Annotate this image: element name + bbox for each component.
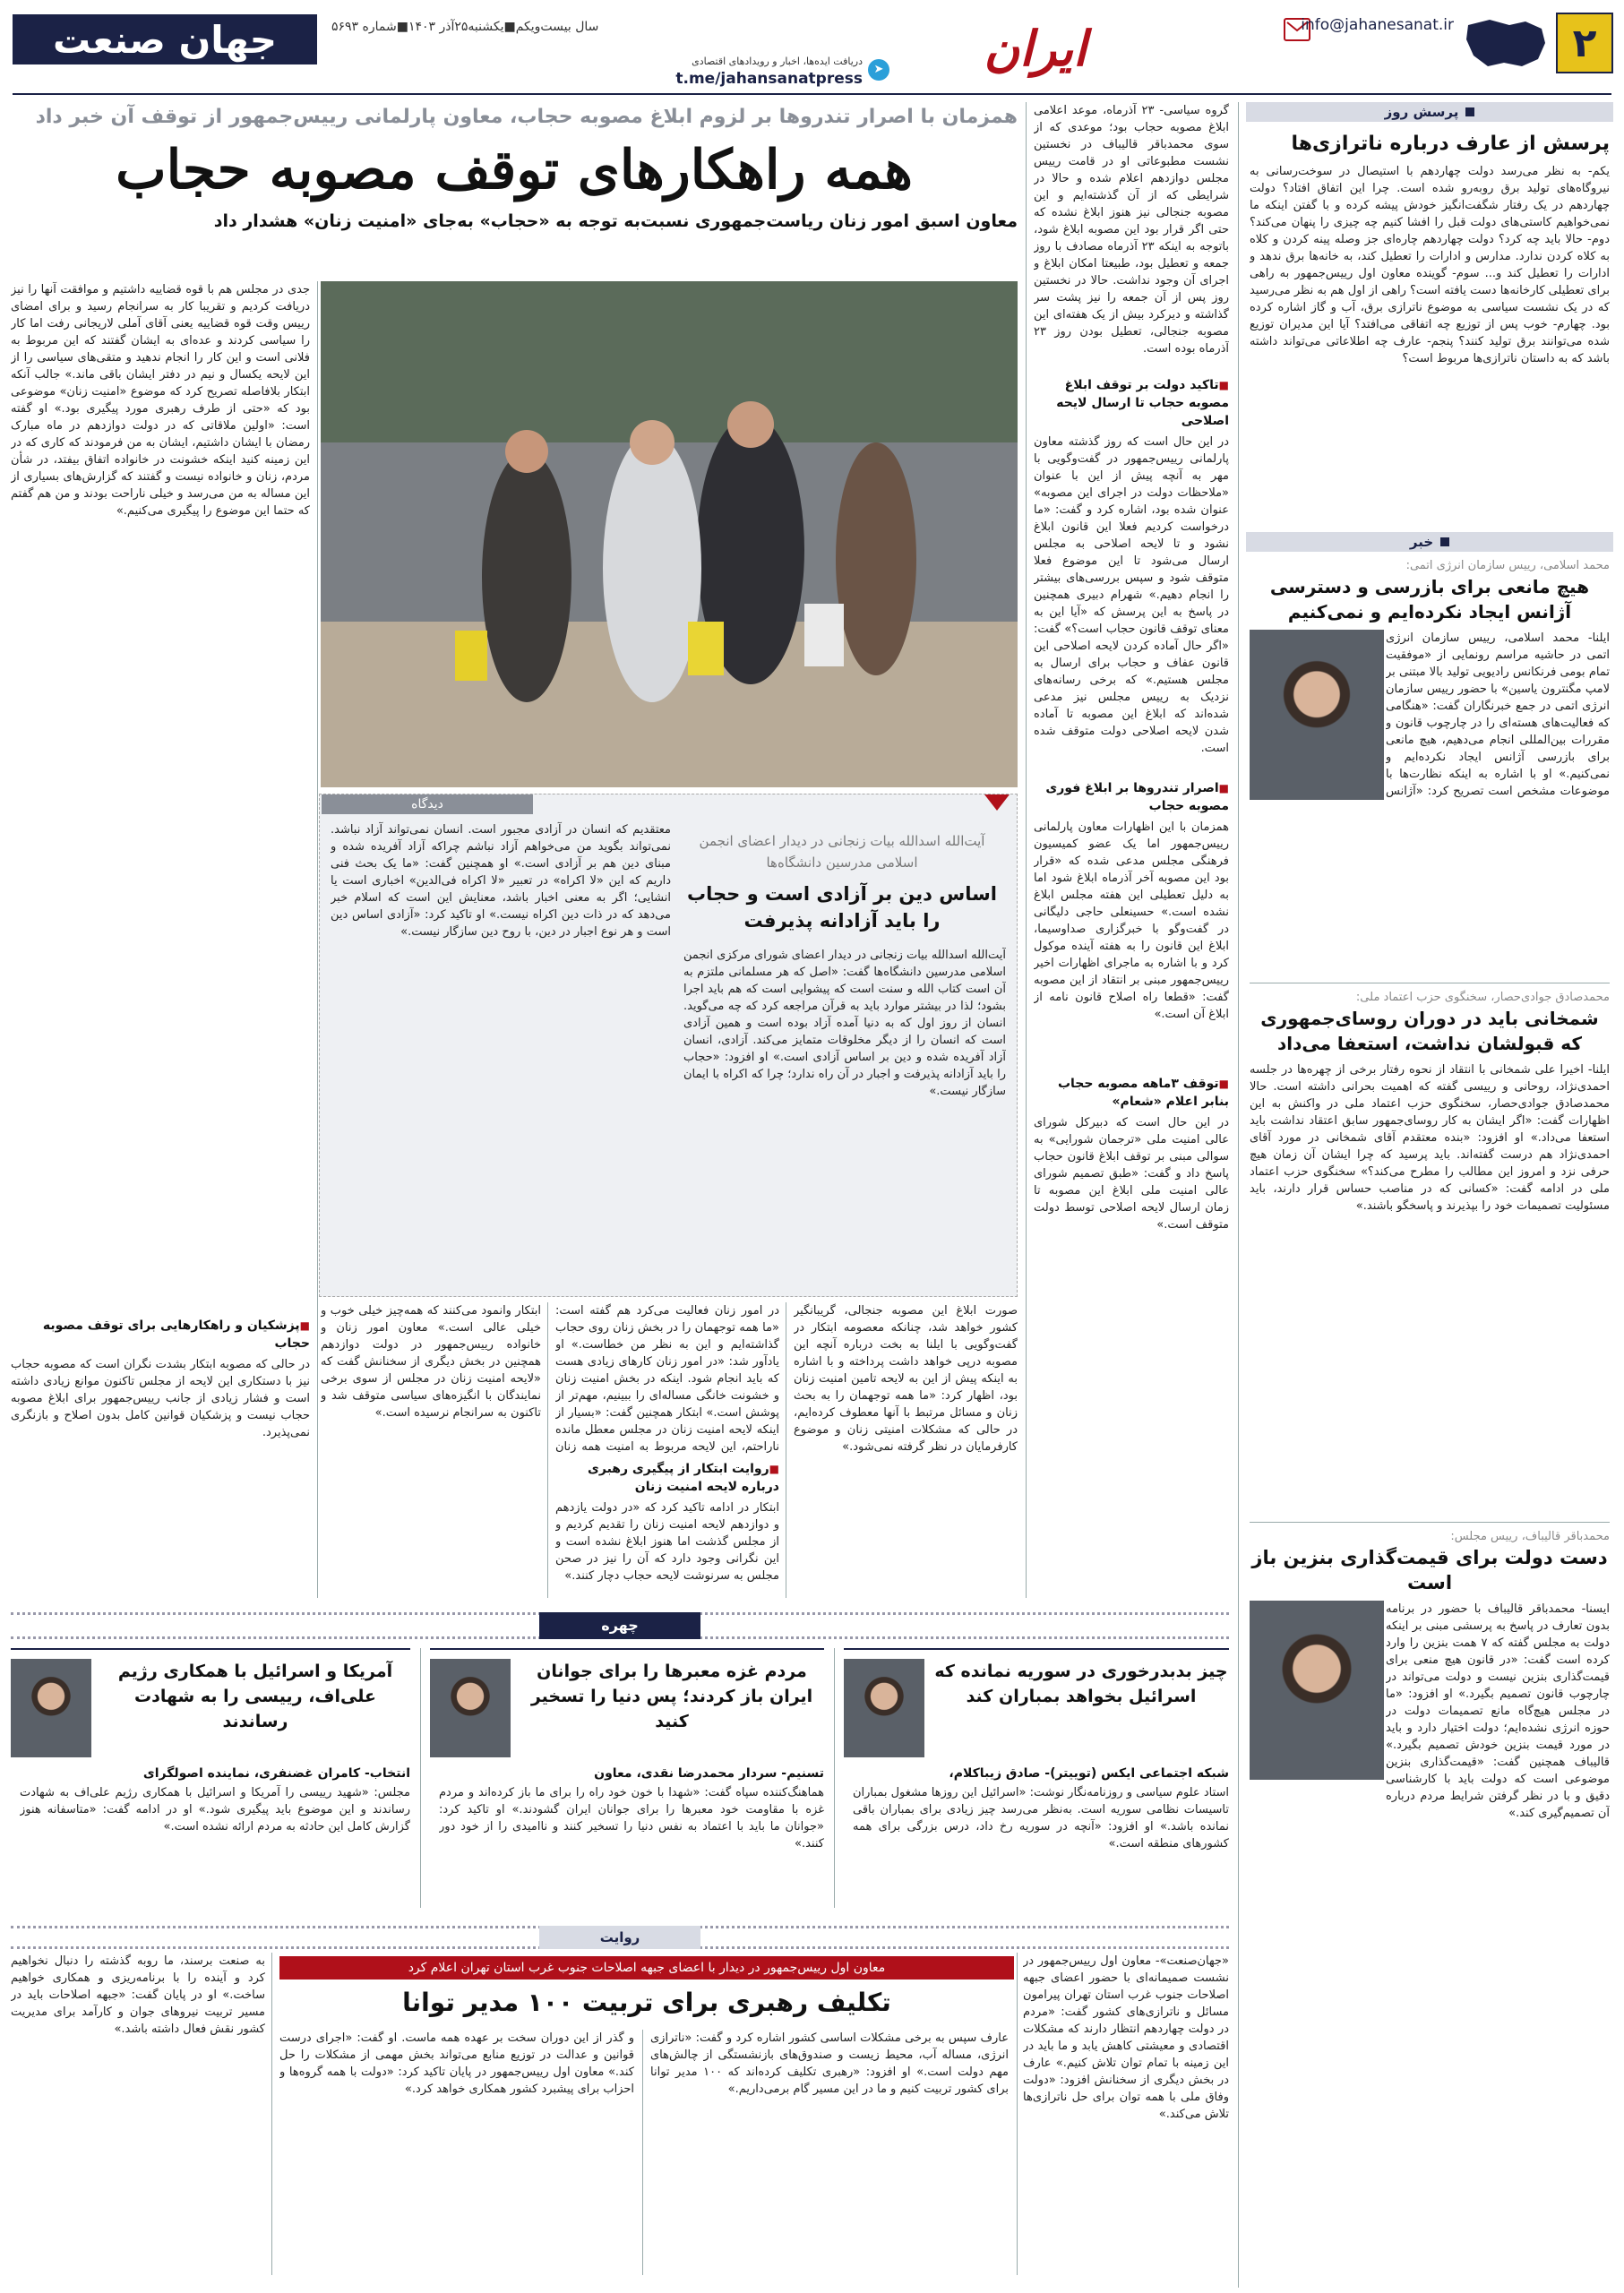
headline-subhead: معاون اسبق امور زنان ریاست‌جمهوری نسبت‌به توجه به «حجاب» به‌جای «امنیت زنان» هشدار داد <box>213 211 1018 231</box>
bottom-kicker: معاون اول رییس‌جمهور در دیدار با اعضای جبهه اصلاحات جنوب غرب استان تهران اعلام کرد <box>279 1956 1014 1980</box>
sidebar-section-news: خبر <box>1246 532 1613 552</box>
main-col1-body2: همزمان با این اظهارات معاون پارلمانی رییس‌جمهور اما یک عضو کمیسیون فرهنگی مجلس مدعی شده که «قرار بود این مصوبه آخر آذرماه ابلاغ شود اما به دلیل تعطیلی این هفته مجلس ابلاغ نشده است.» حسینعلی حاجی دلیگانی در گفت‌وگو با خبرگزاری صداوسیما، ابلاغ این قانون را به هفته آینده موکول کرد و با اشاره به ماجرای اظهارات اخیر رییس‌جمهور مبنی بر انتقاد از این مصوبه گفت: «قطعا راه اصلاح قانون نامه از ابلاغ آن است.» <box>1034 820 1229 1021</box>
main-col2-body2: در حالی که مصوبه ابتکار بشدت نگران است که مصوبه حجاب نیز با دستکاری این لایحه از مجلس تاکنون موانع زیادی داشته است و فشار زیادی از جانب رییس‌جمهور برای ابلاغ مصوبه حجاب نیست و پزشکیان قوانین کامل بدون اصلاح و بازنگری نمی‌پذیرد. <box>11 1358 310 1439</box>
news1-body-cont <box>1250 805 1610 975</box>
main-col1-sub3: ■ توقف ۳ماهه مصوبه حجاب بنابر اعلام «شعام» <box>1034 1075 1229 1111</box>
main-col1-lead: گروه سیاسی- ۲۳ آذرماه، موعد اعلامی ابلاغ مصوبه حجاب بود؛ موعدی که از سوی محمدباقر قالیباف در نخستین نشست مطبوعاتی او در قامت رییس مجلس دوازدهم اعلام شده و حالا در شرایطی که از آن گذشته‌ایم و این مصوبه جنجالی نیز هنوز ابلاغ نشده که حتی اگر قرار بود این مصوبه ابلاغ شود، باتوجه به اینکه ۲۳ آذرماه مصادف با روز جمعه و تعطیل بود، طبیعتا امکان ابلاغ و اجرای آن وجود نداشت. حالا در نخستین روز پس از آن جمعه را نیز پشت سر گذاشته و دیرکرد بیش از یک هفته‌ای این مصوبه جنجالی، تعطیل بودن روز ۲۳ آذرماه بوده است. <box>1034 104 1229 356</box>
telegram-block[interactable] <box>675 56 889 91</box>
opinion-body: آیت‌الله اسدالله بیات زنجانی در دیدار اعضای شورای مرکزی انجمن اسلامی مدرسین دانشگاه‌ها گفت: «اصل که هر مسلمانی ملتزم به آن است کتاب الله و سنت است که پیشوایی است که هم باید اجرا بشود؛ لذا در بیشتر موارد باید به قرآن مراجعه کرد که چه می‌گوید. انسان از روز اول که به دنیا آمده آزاد بوده است و همین آزادی است که انسان را از دیگر مخلوقات متمایز می‌کند. آزادی، انسان آزاد آفریده شده و دین بر اساس آزادی است.» او افزود: «حجاب را باید آزادانه پذیرفت و اجبار در آن راه ندارد؛ چرا که اکراه با ایمان سازگار نیست.» <box>683 949 1006 1098</box>
news1-kicker: محمد اسلامی، رییس سازمان انرژی اتمی: <box>1405 559 1610 572</box>
headline-kicker: همزمان با اصرار تندروها بر لزوم ابلاغ مصوبه حجاب، معاون پارلمانی رییس‌جمهور از توقف آن خبر داد <box>35 106 1018 128</box>
face2-source: تسنیم- سردار محمدرضا نقدی، معاون <box>594 1766 824 1781</box>
email-text[interactable]: info@jahanesanat.ir <box>1301 16 1454 34</box>
telegram-label: دریافت ایده‌ها، اخبار و رویدادهای اقتصادی <box>692 56 863 67</box>
face-card-1 <box>844 1648 1229 1910</box>
main-col1 <box>1034 102 1229 1598</box>
telegram-icon: ➤ <box>868 59 889 81</box>
page-header <box>0 0 1624 97</box>
iran-map-icon <box>1463 16 1549 70</box>
bottom-body3: و گذر از این دوران سخت بر عهده همه ماست. او گفت: «اجرای درست قوانین و عدالت در توزیع منابع می‌تواند بخش مهمی از مشکلات را حل کند.» معاون اول رییس‌جمهور در پایان تاکید کرد: «دولت با همه گروه‌ها و احزاب برای پیشبرد کشور همکاری خواهد کرد.» <box>279 2031 634 2096</box>
main-col5-body: صورت ابلاغ این مصوبه جنجالی، گریبانگیر کشور خواهد شد، چنانکه معصومه ابتکار در گفت‌وگویی با ایلنا به بخت درباره آنچه این مصوبه درپی خواهد داشت پرداخته و با اشاره به اینکه پیش از این به لایحه تامین امنیت زنان بود، اظهار کرد: «ما همه توجهمان را به بحث زنان و مسائل مرتبط با آنها معطوف کرده‌ایم، در حالی که مشکلات امنیتی زنان و موضوع کارفرمایان در نظر گرفته نمی‌شود.» <box>794 1304 1018 1454</box>
main-col1-body1: در این حال است که روز گذشته معاون پارلمانی رییس‌جمهور در گفت‌وگویی با مهر به آنچه پیش از این با عنوان «ملاحظات دولت در اجرای این مصوبه» عنوان شده بود، اشاره کرد و گفت: «ما درخواست کردیم فعلا این قانون ابلاغ نشود و تا لایحه اصلاحی به مجلس ارسال می‌شود تا این موضوع فعلا متوقف شود و سپس بررسی‌های بیشتر را انجام دهیم.» شهرام دبیری همچنین در پاسخ به این پرسش که «آیا این به معنای توقف قانون حجاب است؟» گفت: «اگر حال آماده کردن لایحه اصلاحی این قانون عفاف و حجاب برای ارسال به مجلس هستیم.» که برخی رسانه‌های نزدیک به رییس مجلس نیز مدعی شده‌اند که ابلاغ این مصوبه تا آماده شدن لایحه اصلاحی دولت متوقف شده است. <box>1034 435 1229 755</box>
main-col5-sub: ■ روایت ابتکار از پیگیری رهبری درباره لایحه امنیت زنان <box>555 1460 779 1496</box>
face1-title: چیز بدبدرخوری در سوریه نمانده که اسرائیل بخواهد بمباران کند <box>934 1662 1228 1706</box>
news1-body: ایلنا- محمد اسلامی، رییس سازمان انرژی اتمی در حاشیه مراسم رونمایی از «موفقیت تمام بومی فرنکانس رادیویی تولید بالا مبتنی بر لامپ مگنترون یاسین» با حضور رییس سازمان انرژی اتمی در جمع خبرنگاران گفت: «هنگامی که فعالیت‌های هسته‌ای را در چارچوب قانون و مقررات بین‌المللی انجام می‌دهیم، هیچ مانعی برای بازرسی آژانس ایجاد نکرده‌ایم و نمی‌کنیم.» او با اشاره به اینکه نظارت‌ها با موضوعات مشخص است تصریح کرد: «آژانس <box>1386 631 1610 798</box>
face1-body: استاد علوم سیاسی و روزنامه‌نگار نوشت: «اسرائیل این روزها مشغول بمباران تاسیسات نظامی سوریه است. به‌نظر می‌رسد چیز زیادی برای بمباران باقی نمانده باشد.» او افزود: «آنچه در سوریه رخ داد، درس بزرگی برای همه کشورهای منطقه است.» <box>853 1786 1229 1851</box>
faces-title-box: چهره <box>539 1612 700 1639</box>
face1-source: شبکه اجتماعی ایکس (توییتر)- صادق زیباکلام، <box>949 1766 1229 1781</box>
main-col6 <box>555 1302 779 1598</box>
main-col1-sub1: ■ تاکید دولت بر توقف ابلاغ مصوبه حجاب تا ارسال لایحه اصلاحی <box>1034 376 1229 430</box>
faces-header <box>11 1612 1229 1639</box>
main-col5-body2: ابتکار در ادامه تاکید کرد که «در دولت یازدهم و دوازدهم لایحه امنیت زنان را تقدیم کردیم و از مجلس گذشت اما هنوز ابلاغ نشده است و این نگرانی وجود دارد که آن را نیز در صحن مجلس به سرنوشت لایحه حجاب دچار کنند.» <box>555 1501 779 1583</box>
main-story <box>11 102 1229 1598</box>
main-col5 <box>794 1302 1018 1598</box>
main-col2 <box>11 281 310 1598</box>
page-number-box <box>1556 13 1613 73</box>
news3-title: دست دولت برای قیمت‌گذاری بنزین باز است <box>1251 1547 1608 1593</box>
section-title: ایران <box>984 20 1087 77</box>
sidebar-section-question: پرسش روز <box>1246 102 1613 122</box>
face2-title: مردم غزه معبرها را برای جوانان ایران باز کردند؛ پس دنیا را تسخیر کنید <box>530 1662 813 1731</box>
bottom-section <box>11 1926 1229 2284</box>
opinion-title: اساس دین بر آزادی است و حجاب را باید آزادانه پذیرفت <box>687 883 997 932</box>
masthead-text: جهان صنعت <box>52 17 278 62</box>
face-card-3 <box>11 1648 410 1910</box>
headline: همه راهکارهای توقف مصوبه حجاب <box>116 139 913 202</box>
ghalibaf-photo <box>1250 1601 1384 1780</box>
face-card-2 <box>430 1648 824 1910</box>
opinion-arrow-icon <box>984 794 1010 811</box>
masthead-logo <box>13 14 317 64</box>
bottom-title: تکلیف رهبری برای تربیت ۱۰۰ مدیر توانا <box>402 1988 891 2017</box>
main-col1-sub2: ■ اصرار تندروها بر ابلاغ فوری مصوبه حجاب <box>1034 779 1229 815</box>
sidebar <box>1246 102 1613 2288</box>
question-title: پرسش از عارف درباره ناترازی‌ها <box>1291 133 1610 155</box>
opinion-body2: معتقدیم که انسان در آزادی مجبور است. انسان نمی‌تواند آزاد نباشد. نمی‌تواند بگوید من می‌خواهم آزاد نباشم چراکه آزاد آفریده شده و مبنای دین هم بر آزادی است.» او همچنین گفت: «ما یک بحث فنی داریم که این «لا اکراه» در تعبیر «لا اکراه فی‌الدین» اخباری است یا انشایی؛ اگر به معنی اخبار باشد، معنایش این است که اسلام خبر می‌دهد که در ذات دین اکراه نیست.» او تاکید کرد: «آزادی اساس دین است و هر نوع اجبار در دین، با روح دین سازگار نیست.» <box>331 823 671 939</box>
issue-line: سال بیست‌ویکم■یکشنبه۲۵آذر ۱۴۰۳■شماره ۵۶۹۳ <box>331 20 599 34</box>
opinion-kicker: آیت‌الله اسدالله بیات زنجانی در دیدار اعضای انجمن اسلامی مدرسین دانشگاه‌ها <box>699 833 985 871</box>
main-col7-body: ابتکار وانمود می‌کنند که همه‌چیز خیلی خوب و خیلی عالی است.» معاون امور زنان و خانواده رییس‌جمهور در دولت دوازدهم همچنین در بخش دیگری از سخنانش گفت که «لایحه امنیت زنان در مجلس از سوی برخی نمایندگان با انگیزه‌های سیاسی متوقف شد و تاکنون به سرانجام نرسیده است.» <box>321 1304 541 1420</box>
main-col7 <box>321 1302 541 1598</box>
opinion-box <box>319 794 1018 1297</box>
naghdi-photo <box>430 1659 511 1757</box>
zibakalam-photo <box>844 1659 924 1757</box>
news1-title: هیچ مانعی برای بازرسی و دسترسی آژانس ایجاد نکرده‌ایم و نمی‌کنیم <box>1269 576 1590 623</box>
bottom-title-box: روایت <box>539 1926 700 1949</box>
main-col1-body3: در این حال است که دبیرکل شورای عالی امنیت ملی «ترجمان شورایی» به سوالی مبنی بر توقف ابلاغ قانون حجاب پاسخ داد و گفت: «طبق تصمیم شورای عالی امنیت ملی ابلاغ این مصوبه تا زمان ارسال لایحه اصلاحی توسط دولت متوقف است.» <box>1034 1116 1229 1232</box>
news3-body: ایسنا- محمدباقر قالیباف با حضور در برنامه بدون تعارف در پاسخ به پرسشی مبنی بر اینکه دولت به مجلس گفته که ۷ همت بنزین را وارد کرده است گفت: «در قانون هیچ منعی برای قیمت‌گذاری بنزین نیست و دولت می‌تواند در چارچوب قانون تصمیم بگیرد.» او افزود: «ما در مجلس هیچ‌گاه مانع تصمیمات دولت در حوزه انرژی نشده‌ایم؛ دولت اختیار دارد و باید در مورد قیمت بنزین خودش تصمیم بگیرد.» قالیباف همچنین گفت: «قیمت‌گذاری بنزین موضوعی است که دولت باید با کارشناسی دقیق و با در نظر گرفتن شرایط مردم درباره آن تصمیم‌گیری کند.» <box>1386 1602 1610 1820</box>
news2-kicker: محمدصادق جوادی‌حصار، سخنگوی حزب اعتماد ملی: <box>1355 991 1610 1004</box>
face3-body: مجلس: «شهید رییسی را آمریکا و اسرائیل با همکاری رژیم علی‌اف به شهادت رساندند و این موضوع باید پیگیری شود.» او در ادامه گفت: «متاسفانه هنوز گزارش کامل این حادثه به مردم ارائه نشده است.» <box>20 1786 410 1834</box>
question-body: یکم- به نظر می‌رسد دولت چهاردهم با استیصال در سوخت‌رسانی به نیروگاه‌های تولید برق روبه‌رو شده است. چرا این اتفاق افتاد؟ دولت چهاردهم در یک رفتار شگفت‌انگیز خودش پیشه کرده و با گفتن اینکه ما نمی‌خواهیم کاستی‌های دولت قبل را افشا کنیم چه چیزی را پنهان می‌کند؟ دوم- حالا باید چه کرد؟ دولت چهاردهم چاره‌ای جز وصله پینه کردن و کلاه به کلاه کردن ندارد. مدارس و ادارات را تعطیل کند، به خانه‌ها برق ندهد و ادارات را تعطیل کند و... سوم- گوینده معاون اول رییس‌جمهور به راهی برای تعطیلی کارخانه‌ها دست یافته است؟ راهی از اول هم به نظر می‌رسید که در یک نشست سیاسی به موضوع ناترازی برق، آب و گاز اشاره کرده بود. چهارم- خوب پس از توزیع چه اتفاقی می‌افتد؟ آیا این مدیران توزیع شده می‌توانند برق تولید کنند؟ پنجم- عارف چه اطلاعاتی می‌تواند داشته باشد که به داستان ناترازی‌ها مربوط است؟ <box>1250 165 1610 365</box>
page-number: ۲ <box>1572 20 1597 66</box>
bottom-body1: «جهان‌صنعت»- معاون اول رییس‌جمهور در نشست صمیمانه‌ای با حضور اعضای جبهه اصلاحات جنوب غرب استان تهران پیرامون مسائل و ناترازی‌های کشور گفت: «مردم در دولت چهاردهم انتظار دارند که مشکلات اقتصادی و معیشتی کاهش یابد و ما باید در این زمینه با تمام توان تلاش کنیم.» عارف در بخش دیگری از سخنانش افزود: «دولت وفاق ملی با همه توان برای حل ناترازی‌ها تلاش می‌کند.» <box>1023 1954 1229 2121</box>
main-col2-body: جدی در مجلس هم با قوه قضاییه داشتیم و موافقت آنها را نیز دریافت کردیم و تقریبا کار به سرانجام رسید و برای امضای رییس وقت قوه قضاییه یعنی آقای آملی لاریجانی رفت اما کار را سیاسی کردند و عده‌ای به ایشان گفتند که این مربوط به فلانی است و این کار را انجام ندهید و متقی‌های سیاسی را از این لایحه یکسال و نیم در دفتر ایشان باقی ماند.» جالب آنکه ابتکار بلافاصله تصریح کرد که موضوع «امنیت زنان» موضوعی بود که «حتی از طرف رهبری مورد پیگیری بود.» او گفته است: «اولین ملاقاتی که در دولت دوازدهم در ماه مبارک رمضان با ایشان داشتیم، ایشان به من فرمودند که کاری که در این زمینه کنید اینکه خشونت در خانواده اتفاق بیفتد، در شأن مردم، زنان و خانواده نیست و گفتند که گزارش‌های بسیاری از این مساله به من می‌رسد و خیلی ناراحت بودند و من هم گفتم که حتما این موضوع را پیگیری می‌کنیم.» <box>11 283 310 518</box>
face3-title: آمریکا و اسرائیل با همکاری رژیم علی‌اف، رییسی را به شهادت رساندند <box>117 1662 393 1731</box>
bottom-body2: عارف سپس به برخی مشکلات اساسی کشور اشاره کرد و گفت: «ناترازی انرژی، مساله آب، محیط زیست و صندوق‌های بازنشستگی از چالش‌های مهم دولت است.» او افزود: «رهبری تکلیف کرده‌اند که ۱۰۰ مدیر توانا برای کشور تربیت کنیم و ما در این مسیر گام برمی‌داریم.» <box>650 2031 1009 2096</box>
face3-source: انتخاب- کامران غضنفری، نماینده اصولگرای <box>142 1766 410 1781</box>
news2-body: ایلنا- اخیرا علی شمخانی با انتقاد از نحوه رفتار برخی از چهره‌ها در جلسه احمدی‌نژاد، روحانی و رییسی گفته که اهمیت بحرانی داشته است. حالا محمدصادق جوادی‌حصار، سخنگوی حزب اعتماد ملی در واکنش به این اظهارات گفت: «اگر ایشان به کار روسای‌جمهور سابق اعتقاد نداشت باید استعفا می‌داد.» او افزود: «بنده معتقدم آقای شمخانی در مورد آقای احمدی‌نژاد هم درست گفته‌اند. باید پرسید که چرا ایشان آن زمان هیچ حرفی نزد و امروز این مطالب را مطرح می‌کند؟» سخنگوی حزب اعتماد ملی در ادامه گفت: «کسانی که در مناصب حساس قرار دارند، باید مسئولیت تصمیمات خود را بپذیرند و پاسخگو باشند.» <box>1250 1063 1610 1213</box>
main-photo <box>321 281 1018 787</box>
telegram-link[interactable]: t.me/jahansanatpress <box>675 70 863 88</box>
main-col2-sub: ■ پزشکیان و راهکارهایی برای توقف مصوبه حجاب <box>11 1317 310 1353</box>
news2-title: شمخانی باید در دوران روسای‌جمهوری که قبولشان نداشت، استعفا می‌داد <box>1260 1008 1599 1054</box>
face2-body: هماهنگ‌کننده سپاه گفت: «شهدا با خون خود راه را برای ما باز کرده‌اند و مردم غزه با مقاومت خود معبرها را برای جوانان ایران گشودند.» او تاکید کرد: «جوانان ما باید با اعتماد به نفس دنیا را تسخیر کنند و ناامیدی را از خود دور کنند.» <box>439 1786 824 1851</box>
bottom-body4: به صنعت برسند، ما روبه گذشته را دنبال نخواهیم کرد و آینده را با برنامه‌ریزی و همکاری خواهیم ساخت.» او در پایان گفت: «جبهه اصلاحات باید در مسیر تربیت نیروهای جوان و کارآمد برای مدیریت کشور نقش فعال داشته باشد.» <box>11 1954 265 2036</box>
news3-kicker: محمدباقر قالیباف، رییس مجلس: <box>1450 1530 1610 1543</box>
headline-block <box>11 102 1018 278</box>
eslami-photo <box>1250 630 1384 800</box>
bottom-header <box>11 1926 1229 1949</box>
opinion-label: دیدگاه <box>322 794 533 814</box>
main-col6-body: در امور زنان فعالیت می‌کرد هم گفته است: «ما همه توجهمان را در بخش زنان روی حجاب گذاشته‌ایم و این به نظر من خطاست.» او یادآور شد: «در امور زنان کارهای زیادی هست که باید انجام شود. اینکه در بخش امنیت زنان و خشونت خانگی مساله‌ای را ببینیم، مهم‌تر از پوشش است.» ابتکار همچنین گفت: «بسیار از اینکه لایحه امنیت زنان در مجلس معطل مانده ناراحتم، این لایحه مربوط به امنیت همه زنان <box>555 1304 779 1454</box>
faces-section <box>11 1612 1229 1917</box>
ghazanfari-photo <box>11 1659 91 1757</box>
